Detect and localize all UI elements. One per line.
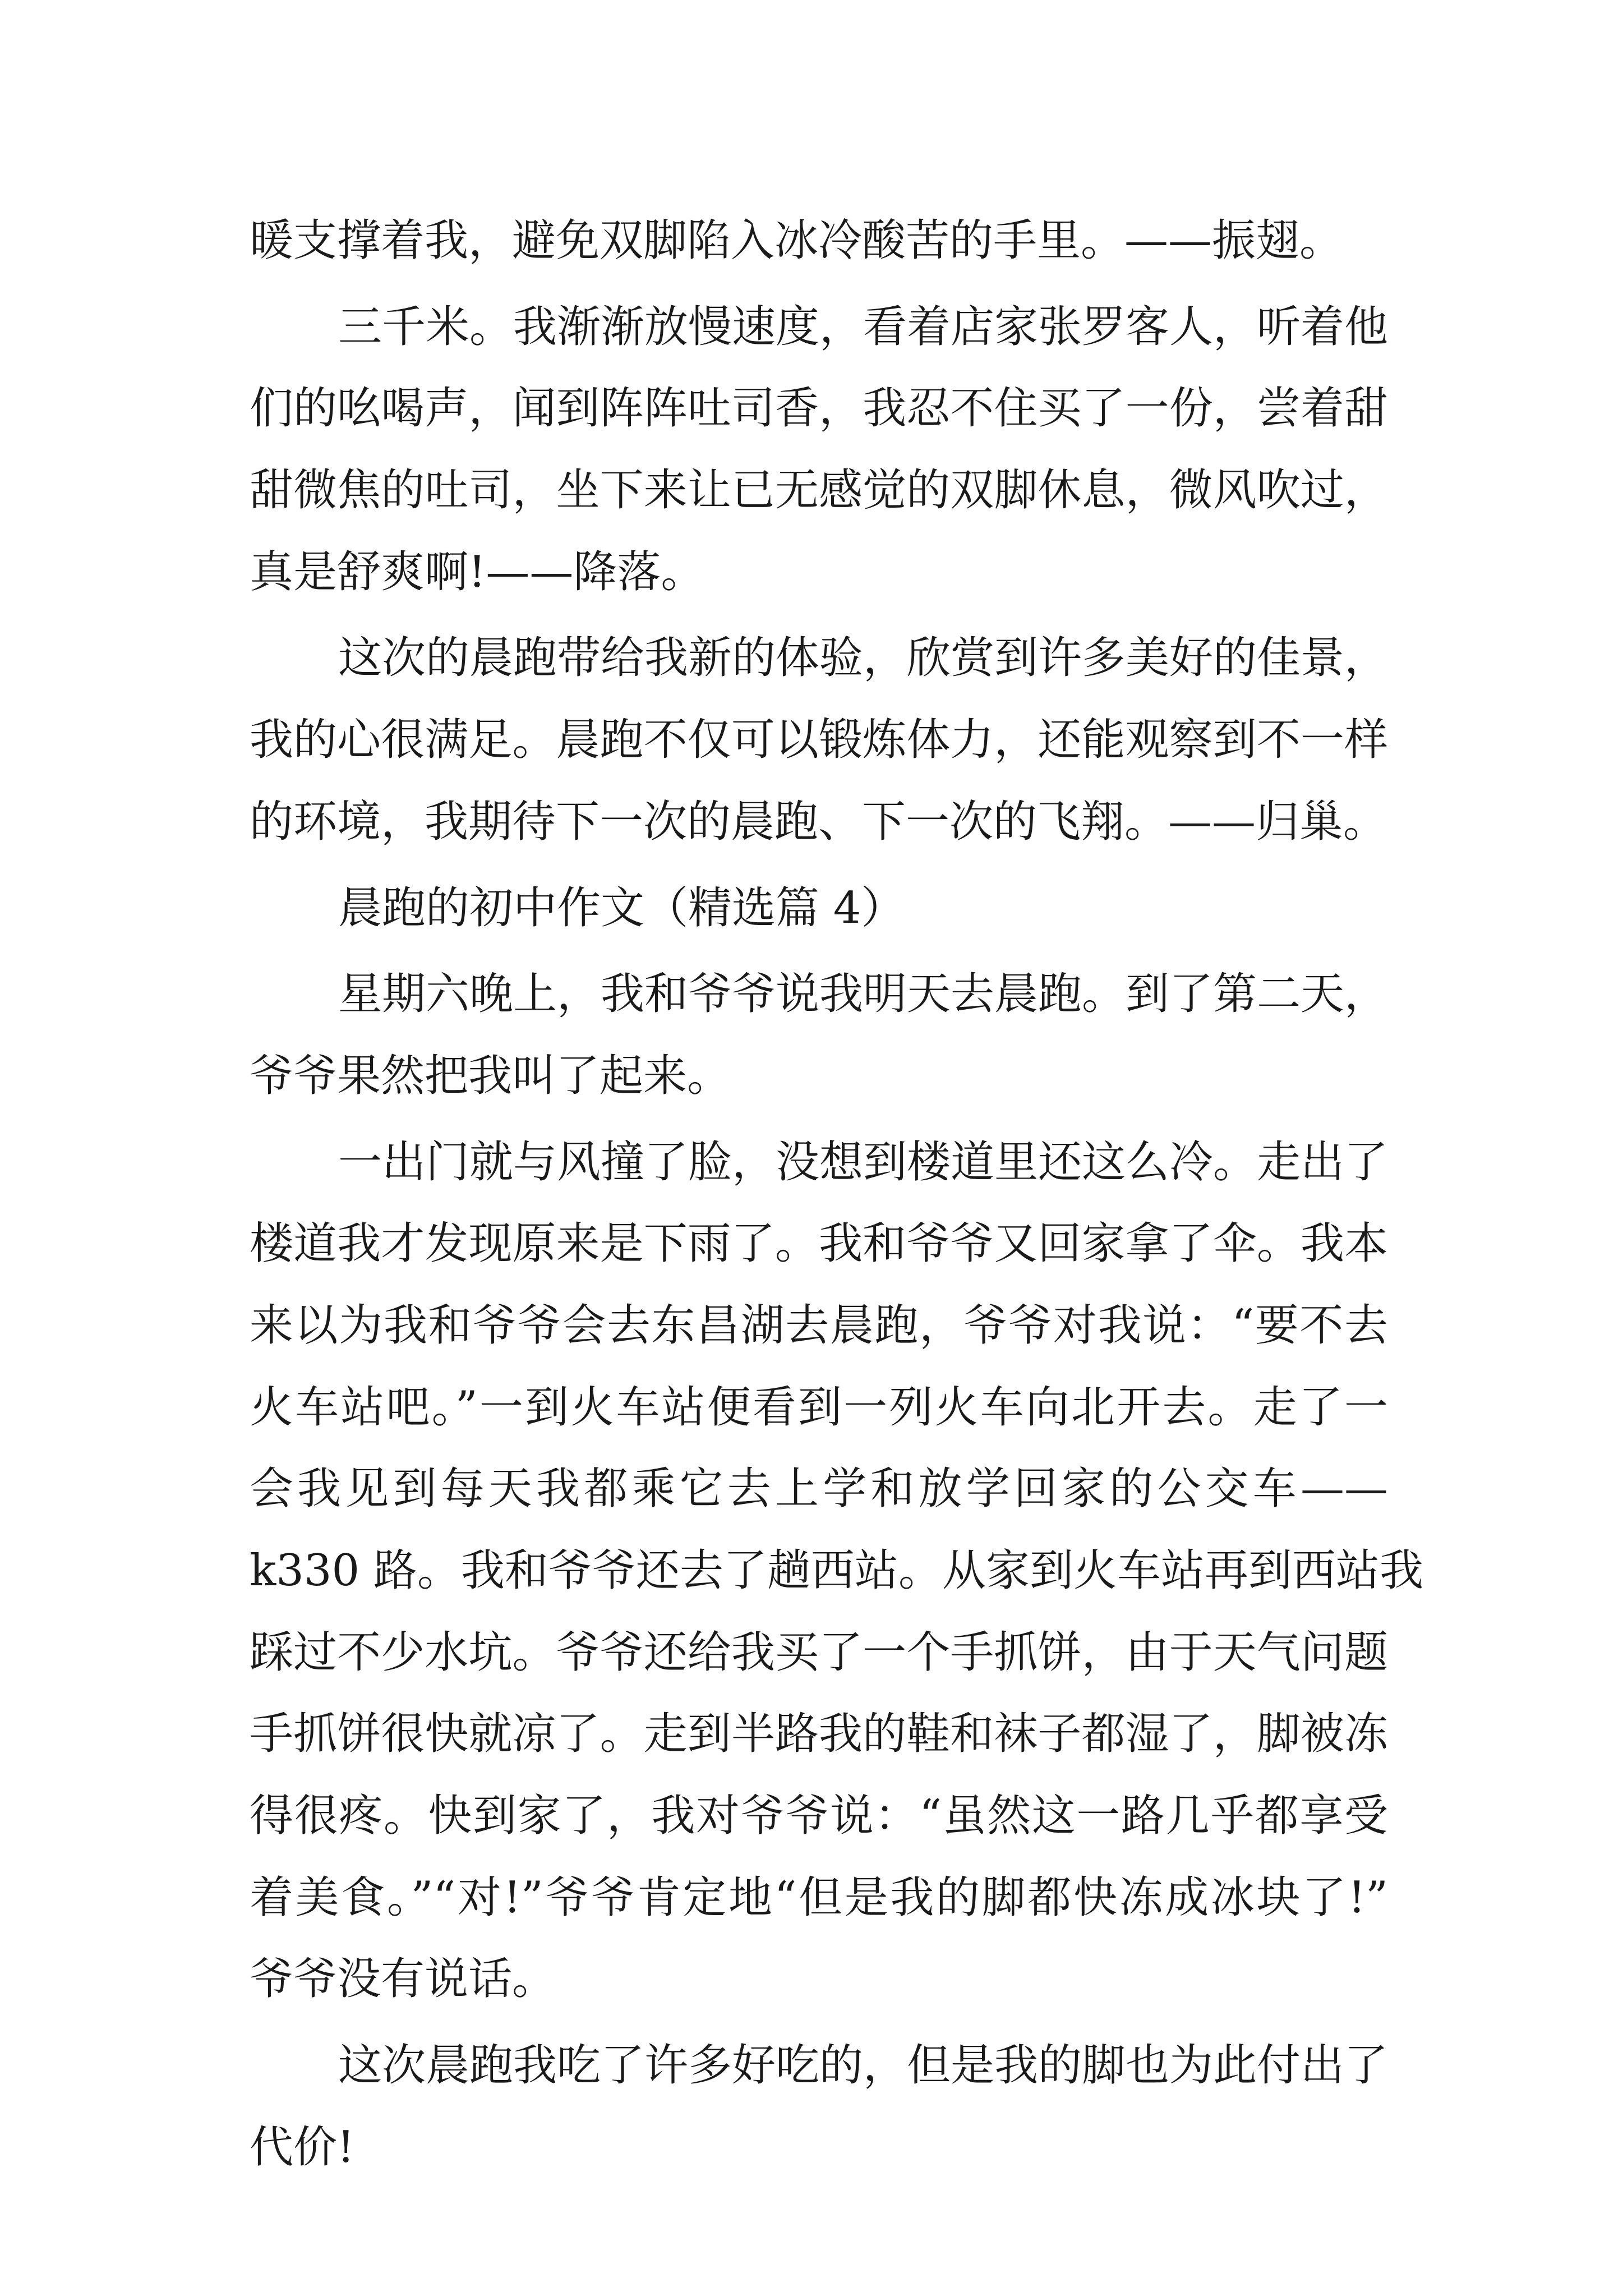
paragraph-gap xyxy=(250,1117,1388,1122)
document-body xyxy=(250,200,1423,2189)
paragraph-gap xyxy=(250,863,1388,868)
paragraph-line: 三千米。我渐渐放慢速度，看着店家张罗客人，听着他 xyxy=(338,301,1389,352)
paragraph-gap xyxy=(250,949,1388,954)
paragraph-line: k330 路。我和爷爷还去了趟西站。从家到火车站再到西站我 xyxy=(250,1545,1423,1596)
paragraph-line: 这次晨跑我吃了许多好吃的，但是我的脚也为此付出了 xyxy=(338,2040,1389,2091)
paragraph-gap xyxy=(250,282,1388,287)
paragraph-gap xyxy=(250,2021,1388,2025)
paragraph-line: 火车站吧。”一到火车站便看到一列火车向北开去。走了一 xyxy=(250,1382,1388,1433)
paragraph xyxy=(250,200,1388,282)
paragraph-line: 真是舒爽啊!——降落。 xyxy=(250,546,705,597)
paragraph xyxy=(250,954,1388,1117)
paragraph-line: 来以为我和爷爷会去东昌湖去晨跑，爷爷对我说：“要不去 xyxy=(250,1300,1388,1351)
paragraph-line: 爷爷没有说话。 xyxy=(250,1954,556,2005)
paragraph-line: 得很疼。快到家了，我对爷爷说：“虽然这一路几乎都享受 xyxy=(250,1791,1388,1842)
paragraph xyxy=(250,2025,1388,2188)
paragraph-line: 爷爷果然把我叫了起来。 xyxy=(250,1050,731,1101)
paragraph-line: 楼道我才发现原来是下雨了。我和爷爷又回家拿了伞。我本 xyxy=(250,1218,1388,1269)
paragraph-line: 代价! xyxy=(250,2122,355,2173)
paragraph-line: 暖支撑着我，避免双脚陷入冰冷酸苦的手里。——振翅。 xyxy=(250,215,1344,266)
section-heading-text: 晨跑的初中作文（精选篇 4） xyxy=(338,882,905,933)
paragraph-line: 的环境，我期待下一次的晨跑、下一次的飞翔。——归巢。 xyxy=(250,796,1387,847)
section-heading xyxy=(250,868,1388,950)
paragraph-line: 踩过不少水坑。爷爷还给我买了一个手抓饼，由于天气问题 xyxy=(250,1627,1388,1678)
paragraph xyxy=(250,1122,1423,2021)
paragraph-line: 甜微焦的吐司，坐下来让已无感觉的双脚休息，微风吹过， xyxy=(250,465,1388,516)
paragraph xyxy=(250,618,1388,863)
paragraph-line: 们的吆喝声，闻到阵阵吐司香，我忍不住买了一份，尝着甜 xyxy=(250,383,1388,434)
paragraph-line: 会我见到每天我都乘它去上学和放学回家的公交车—— xyxy=(250,1464,1388,1515)
paragraph-line: 星期六晚上，我和爷爷说我明天去晨跑。到了第二天， xyxy=(338,969,1389,1020)
paragraph-gap xyxy=(250,613,1388,618)
paragraph-line: 手抓饼很快就凉了。走到半路我的鞋和袜子都湿了，脚被冻 xyxy=(250,1709,1388,1760)
paragraph-line: 一出门就与风撞了脸，没想到楼道里还这么冷。走出了 xyxy=(338,1137,1389,1188)
paragraph-line: 这次的晨跑带给我新的体验，欣赏到许多美好的佳景， xyxy=(338,633,1389,684)
paragraph-line: 着美食。”“对!”爷爷肯定地“但是我的脚都快冻成冰块了!” xyxy=(250,1872,1388,1923)
paragraph xyxy=(250,287,1388,614)
paragraph-line: 我的心很满足。晨跑不仅可以锻炼体力，还能观察到不一样 xyxy=(250,715,1388,766)
